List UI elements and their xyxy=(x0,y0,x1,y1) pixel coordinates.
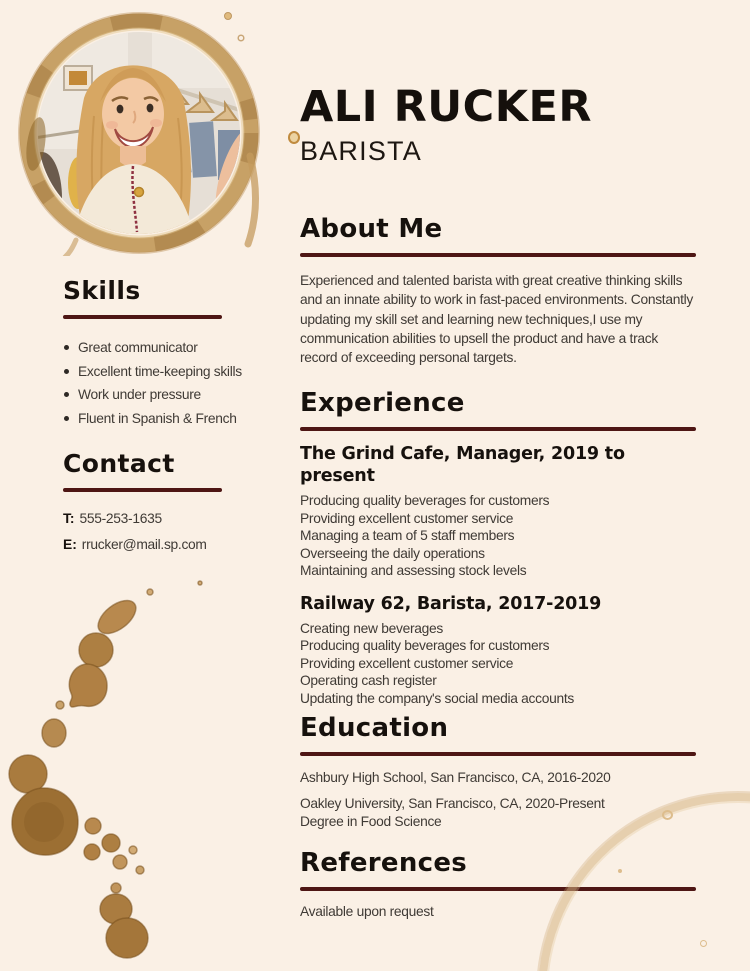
education-line: Oakley University, San Francisco, CA, 2020-Present xyxy=(300,796,605,811)
skills-rule xyxy=(63,315,222,319)
contact-heading: Contact xyxy=(63,449,175,479)
email-value: rrucker@mail.sp.com xyxy=(81,537,207,553)
education-entry xyxy=(300,769,696,787)
portrait-photo xyxy=(14,6,264,256)
references-text: Available upon request xyxy=(300,904,434,919)
portrait-photo-graphic xyxy=(14,6,264,256)
phone-label: T: xyxy=(63,511,75,527)
about-section xyxy=(300,214,696,367)
duty-line: Updating the company's social media accounts xyxy=(300,690,574,706)
about-text: Experienced and talented barista with great creative thinking skills and an innate ability to work in fast-paced environments. Constantly updating my skill set and learning new techniques,I use my communication abilities to upsell the product and have a track record of exceeding personal targets. xyxy=(300,273,693,366)
email-line xyxy=(63,536,268,553)
skill-label: Great communicator xyxy=(78,340,198,355)
job-title: Railway 62, Barista, 2017-2019 xyxy=(300,593,602,614)
duty-line: Maintaining and assessing stock levels xyxy=(300,563,527,578)
experience-section xyxy=(300,388,696,707)
job-entry xyxy=(300,593,696,708)
sidebar xyxy=(63,276,268,553)
about-heading: About Me xyxy=(300,214,443,244)
person-name: ALI RUCKER xyxy=(300,82,593,132)
skill-item xyxy=(63,363,268,380)
duty-line: Providing excellent customer service xyxy=(300,510,514,526)
education-rule xyxy=(300,752,696,756)
duty-line: Managing a team of 5 staff members xyxy=(300,528,515,543)
skill-label: Excellent time-keeping skills xyxy=(78,363,242,379)
phone-value: 555-253-1635 xyxy=(79,511,162,527)
bullet-dot-icon xyxy=(64,345,69,350)
person-title: BARISTA xyxy=(300,136,422,166)
job-duties xyxy=(300,620,696,708)
duty-line: Overseeing the daily operations xyxy=(300,545,485,561)
phone-line xyxy=(63,510,268,527)
skills-heading: Skills xyxy=(63,276,141,305)
experience-heading: Experience xyxy=(300,388,465,418)
contact-section xyxy=(63,449,268,553)
bullet-dot-icon xyxy=(64,392,69,397)
skill-item xyxy=(63,339,268,356)
about-rule xyxy=(300,253,696,257)
duty-line: Producing quality beverages for customers xyxy=(300,493,550,508)
duty-line: Providing excellent customer service xyxy=(300,655,514,671)
skill-item xyxy=(63,386,268,403)
contact-rule xyxy=(63,488,222,492)
duty-line: Operating cash register xyxy=(300,673,437,688)
job-entry xyxy=(300,443,696,580)
experience-rule xyxy=(300,427,696,431)
education-heading: Education xyxy=(300,713,449,743)
coffee-speck xyxy=(662,810,673,820)
job-duties xyxy=(300,492,696,580)
education-line: Degree in Food Science xyxy=(300,814,442,829)
portrait-scene xyxy=(14,6,264,256)
skill-label: Work under pressure xyxy=(78,387,201,403)
job-title: The Grind Cafe, Manager, 2019 to present xyxy=(300,444,625,486)
education-section xyxy=(300,713,696,831)
coffee-speck xyxy=(288,131,300,144)
bullet-dot-icon xyxy=(64,369,69,374)
skill-item xyxy=(63,410,268,427)
bullet-dot-icon xyxy=(64,416,69,421)
skills-list xyxy=(63,339,268,427)
coffee-speck xyxy=(700,940,707,947)
education-line: Ashbury High School, San Francisco, CA, 2016-2020 xyxy=(300,770,611,785)
references-heading: References xyxy=(300,848,468,878)
skill-label: Fluent in Spanish & French xyxy=(78,411,237,427)
duty-line: Creating new beverages xyxy=(300,620,443,636)
coffee-drip-stains xyxy=(0,578,240,971)
duty-line: Producing quality beverages for customers xyxy=(300,638,550,653)
email-label: E: xyxy=(63,537,77,553)
coffee-speck xyxy=(618,869,622,873)
